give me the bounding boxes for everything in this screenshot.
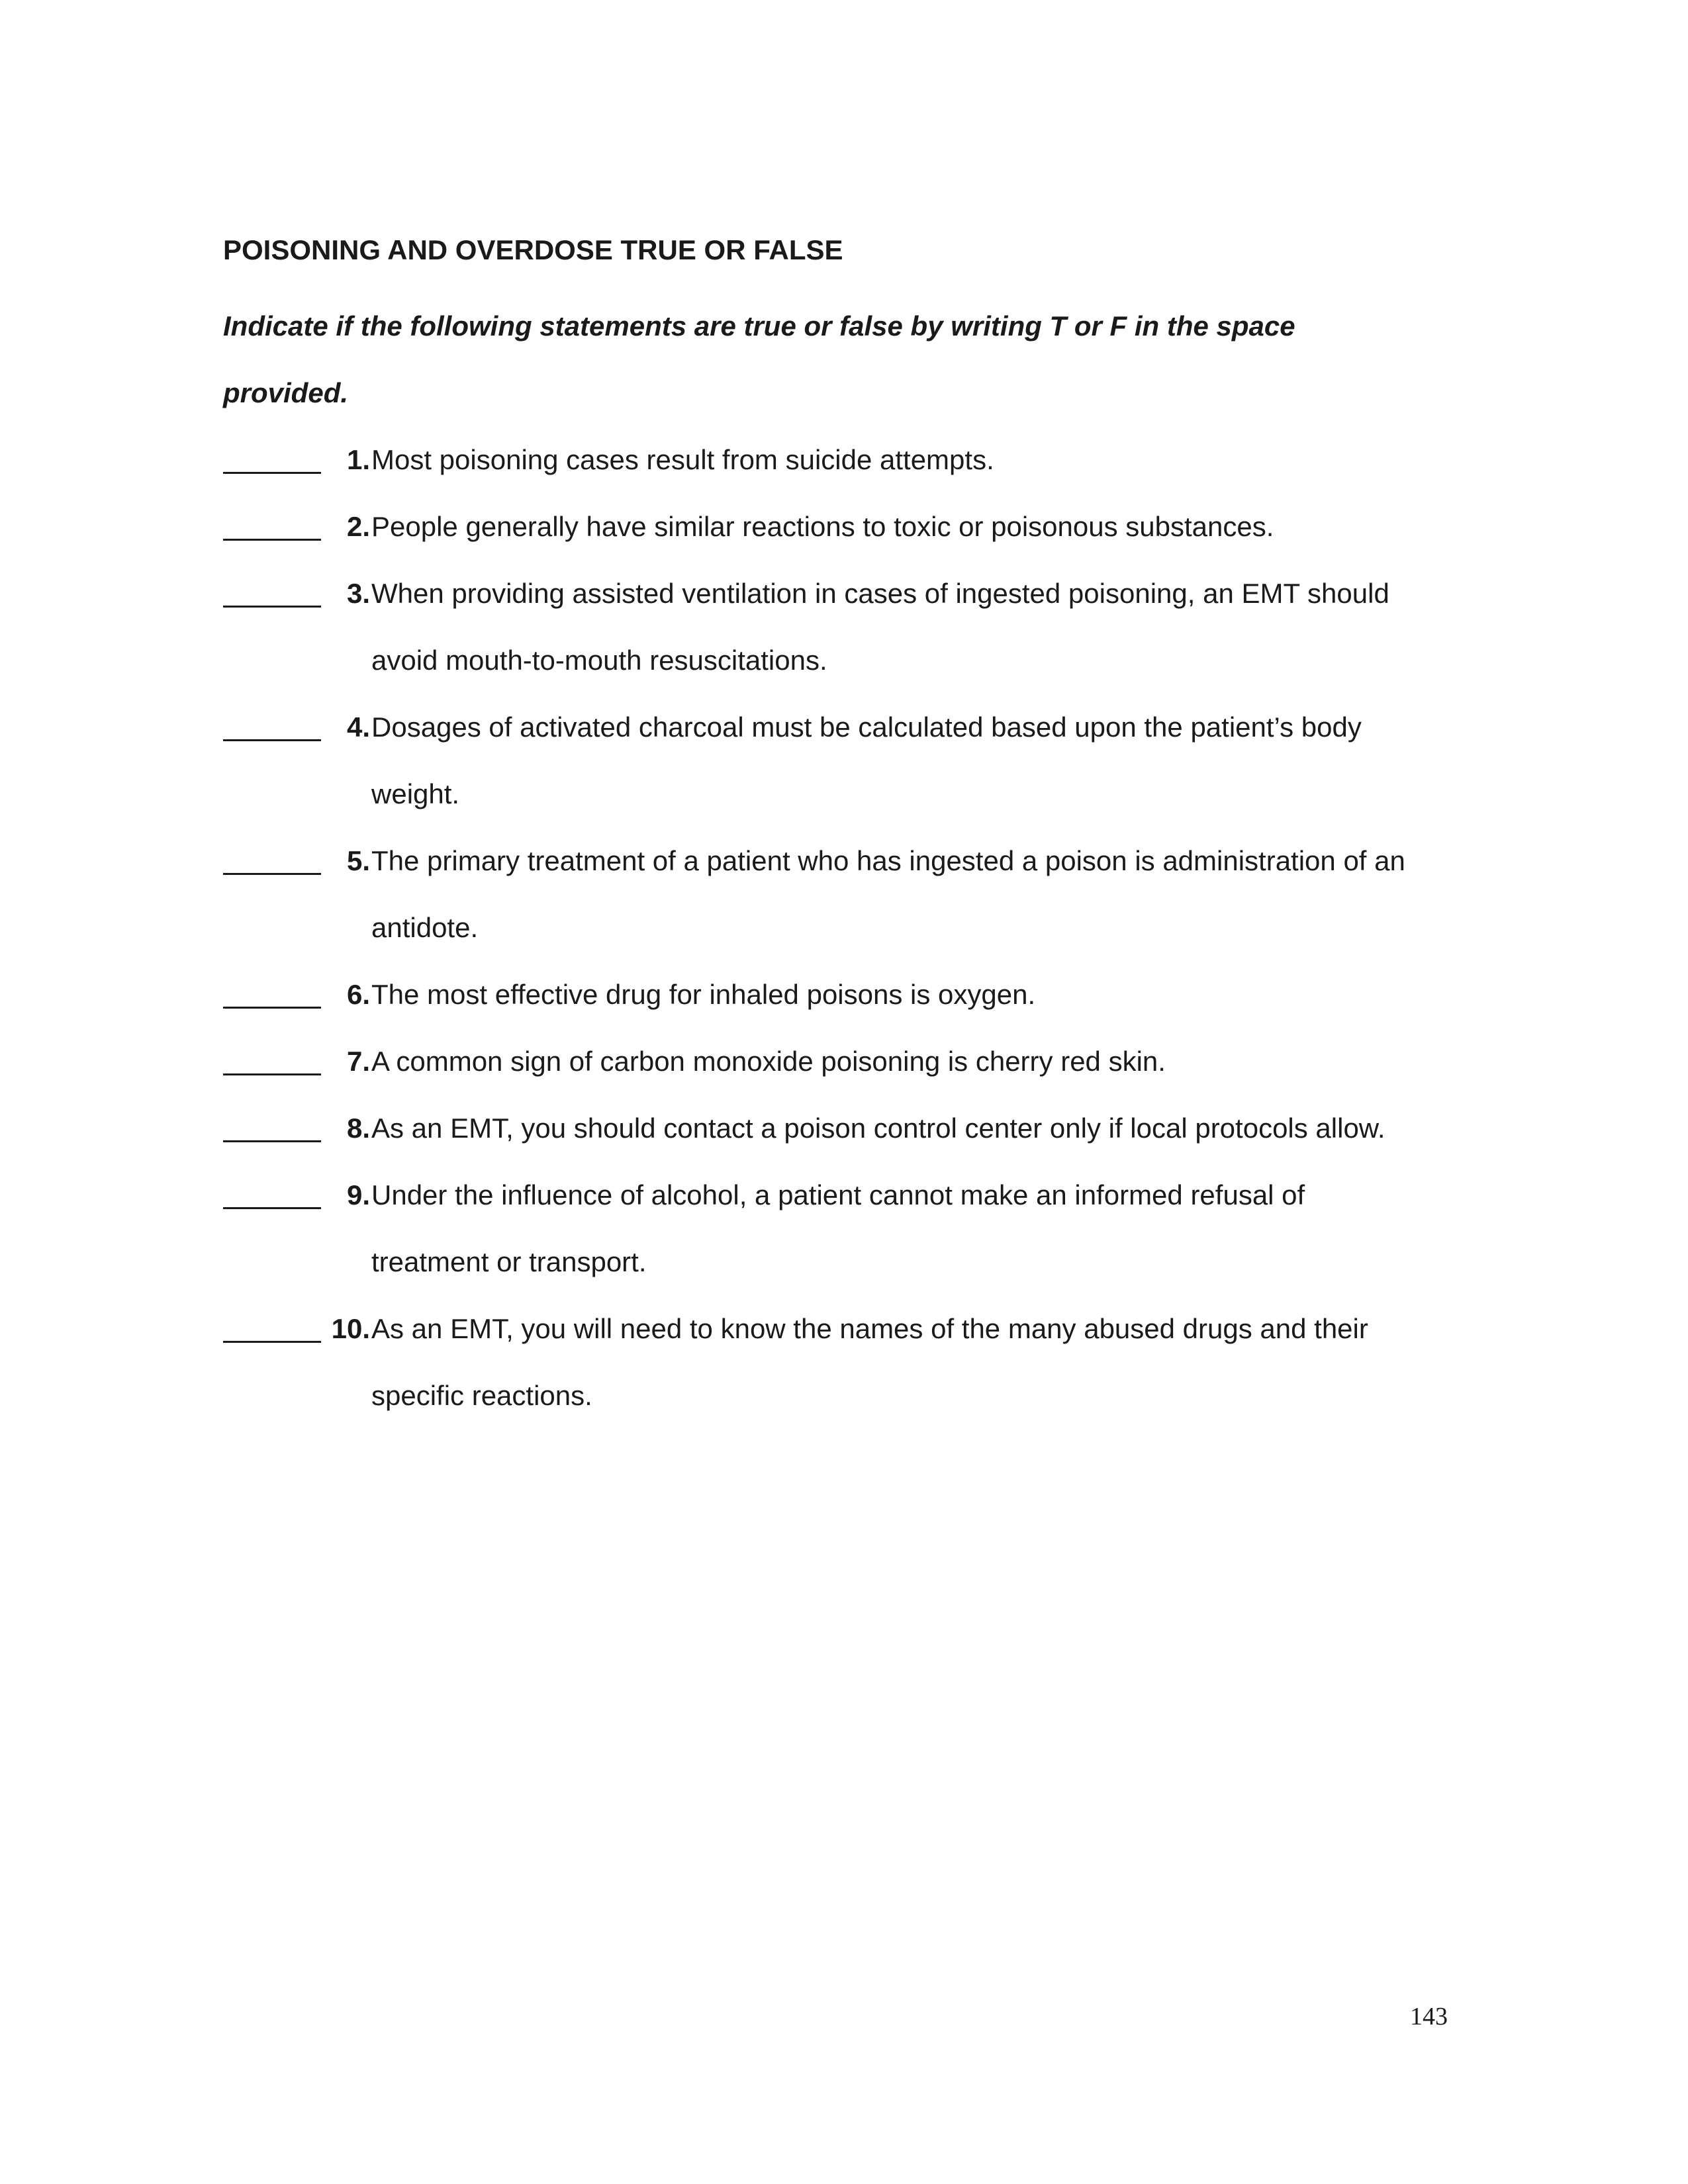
question-number	[322, 426, 385, 493]
answer-blank[interactable]	[223, 1161, 322, 1228]
question-text	[371, 1295, 1481, 1429]
answer-blank[interactable]	[223, 426, 322, 493]
answer-blank-underline	[223, 1073, 321, 1075]
question-line: The most effective drug for inhaled poisons is oxygen.	[371, 979, 1036, 1010]
instructions-line: provided.	[223, 377, 349, 408]
question-text	[371, 493, 1481, 560]
question-line: A common sign of carbon monoxide poisoning is cherry red skin.	[371, 1046, 1166, 1077]
answer-blank[interactable]	[223, 961, 322, 1028]
question-number	[322, 961, 385, 1028]
question-item	[223, 1028, 1481, 1095]
question-item	[223, 1161, 1481, 1295]
question-text	[371, 694, 1481, 827]
question-text	[371, 1028, 1481, 1095]
question-number-text: 8.	[346, 1113, 370, 1144]
answer-blank[interactable]	[223, 827, 322, 894]
question-line: treatment or transport.	[371, 1246, 647, 1277]
question-item	[223, 1095, 1481, 1161]
answer-blank-underline	[223, 472, 321, 474]
question-item	[223, 560, 1481, 694]
question-line: The primary treatment of a patient who has ingested a poison is administration of an	[371, 845, 1405, 876]
answer-blank-underline	[223, 873, 321, 875]
question-item	[223, 694, 1481, 827]
question-text	[371, 1095, 1481, 1161]
question-line: Most poisoning cases result from suicide attempts.	[371, 444, 994, 475]
question-number-text: 4.	[346, 711, 370, 743]
question-line: antidote.	[371, 912, 479, 943]
question-number-text: 9.	[346, 1179, 370, 1210]
answer-blank[interactable]	[223, 1295, 322, 1362]
question-line: As an EMT, you will need to know the names of the many abused drugs and their	[371, 1313, 1368, 1344]
question-number	[322, 1161, 385, 1228]
question-list	[223, 426, 1481, 1429]
question-line: As an EMT, you should contact a poison control center only if local protocols allow.	[371, 1113, 1385, 1144]
answer-blank-underline	[223, 606, 321, 608]
question-text	[371, 560, 1481, 694]
question-item	[223, 426, 1481, 493]
question-line: Dosages of activated charcoal must be calculated based upon the patient’s body	[371, 711, 1362, 743]
question-number-text: 3.	[346, 578, 370, 609]
question-number	[322, 694, 385, 760]
question-number	[322, 560, 385, 627]
question-item	[223, 493, 1481, 560]
question-number-text: 6.	[346, 979, 370, 1010]
question-line: specific reactions.	[371, 1380, 592, 1411]
question-text	[371, 426, 1481, 493]
question-number	[322, 827, 385, 894]
question-number	[322, 493, 385, 560]
answer-blank-underline	[223, 539, 321, 541]
question-number-text: 5.	[346, 845, 370, 876]
answer-blank-underline	[223, 1207, 321, 1209]
question-number-text: 1.	[346, 444, 370, 475]
question-line: People generally have similar reactions to toxic or poisonous substances.	[371, 511, 1274, 542]
answer-blank[interactable]	[223, 560, 322, 627]
answer-blank-underline	[223, 1007, 321, 1009]
answer-blank[interactable]	[223, 1095, 322, 1161]
question-number	[322, 1295, 385, 1362]
question-item	[223, 827, 1481, 961]
question-line: weight.	[371, 778, 460, 809]
instructions-line: Indicate if the following statements are true or false by writing T or F in the space	[223, 310, 1295, 341]
answer-blank-underline	[223, 739, 321, 741]
question-line: When providing assisted ventilation in cases of ingested poisoning, an EMT should	[371, 578, 1389, 609]
question-number-text: 2.	[346, 511, 370, 542]
question-number	[322, 1028, 385, 1095]
question-number-text: 7.	[346, 1046, 370, 1077]
instructions	[223, 293, 1481, 426]
worksheet-title: POISONING AND OVERDOSE TRUE OR FALSE	[223, 234, 843, 265]
answer-blank[interactable]	[223, 1028, 322, 1095]
question-item	[223, 1295, 1481, 1429]
question-item	[223, 961, 1481, 1028]
page-number: 143	[1410, 2003, 1448, 2030]
answer-blank-underline	[223, 1140, 321, 1142]
answer-blank[interactable]	[223, 493, 322, 560]
question-line: Under the influence of alcohol, a patient cannot make an informed refusal of	[371, 1179, 1305, 1210]
answer-blank-underline	[223, 1341, 321, 1343]
question-line: avoid mouth-to-mouth resuscitations.	[371, 645, 827, 676]
question-number-text: 10.	[331, 1313, 370, 1344]
question-text	[371, 961, 1481, 1028]
answer-blank[interactable]	[223, 694, 322, 760]
question-text	[371, 1161, 1481, 1295]
question-number	[322, 1095, 385, 1161]
question-text	[371, 827, 1481, 961]
